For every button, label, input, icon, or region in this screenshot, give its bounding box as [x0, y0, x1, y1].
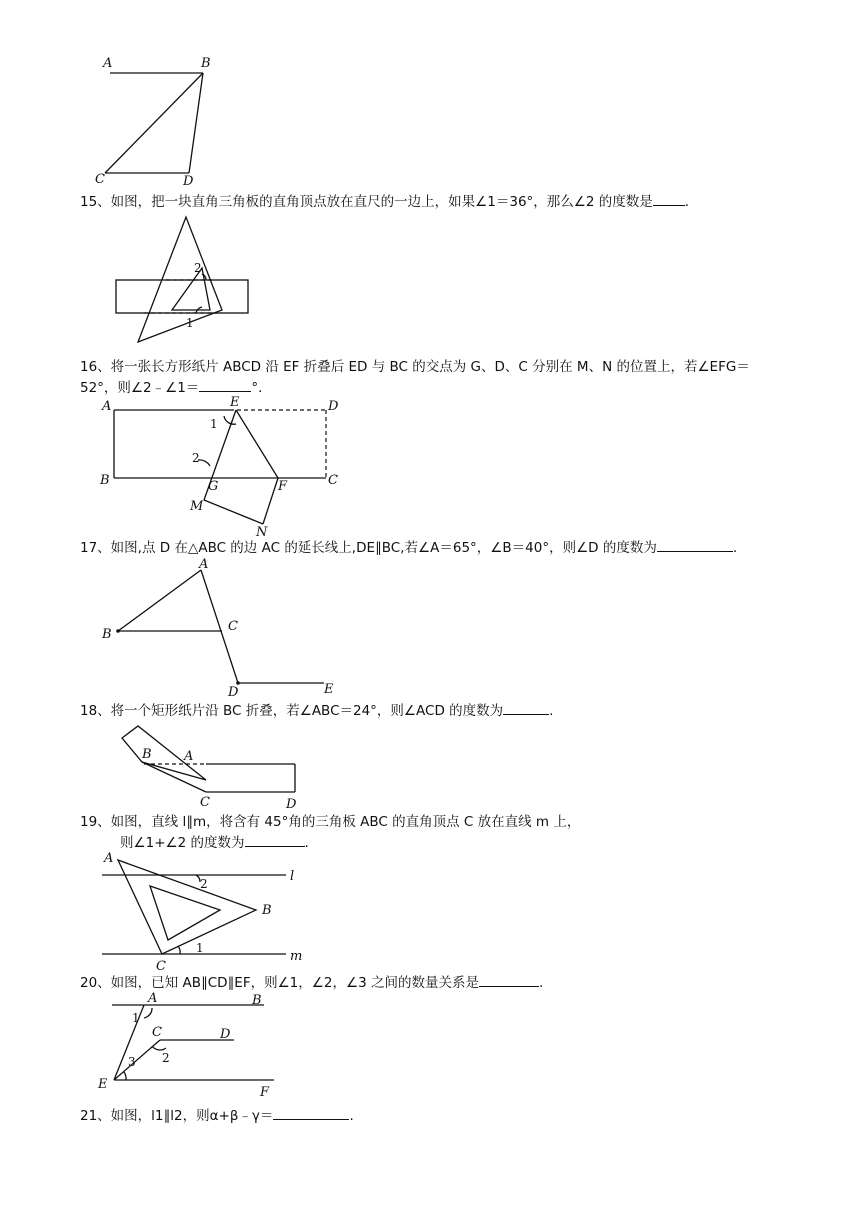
figure-18 [110, 718, 310, 810]
figure-20 [94, 990, 294, 1100]
figure-14 [95, 55, 235, 190]
figure-19 [96, 850, 316, 975]
label-A: A [103, 56, 113, 71]
label-E: E [230, 395, 240, 410]
angle-2-label: 2 [162, 1051, 170, 1065]
question-18: 18、将一个矩形纸片沿 BC 折叠，若∠ABC＝24°，则∠ACD 的度数为 . [80, 700, 553, 721]
figure-16 [98, 396, 358, 541]
label-l: l [290, 869, 295, 884]
angle-1-label: 1 [210, 417, 218, 431]
angle-2-label: 2 [192, 451, 200, 465]
label-C: C [152, 1025, 162, 1040]
label-D: D [220, 1027, 231, 1042]
label-B: B [201, 56, 211, 71]
question-21: 21、如图，l1∥l2，则α+β﹣γ＝ . [80, 1105, 354, 1126]
q19-line2: 则∠1+∠2 的度数为 [120, 835, 245, 851]
label-A: A [199, 557, 209, 572]
label-B: B [262, 903, 272, 918]
label-G: G [208, 479, 219, 494]
label-C: C [228, 619, 238, 634]
q16-line2a: 52°，则∠2﹣∠1＝ [80, 380, 200, 396]
label-N: N [256, 525, 268, 540]
label-D: D [183, 174, 194, 189]
q21-blank [273, 1105, 349, 1120]
label-A: A [184, 749, 194, 764]
label-C: C [95, 172, 105, 187]
label-C: C [200, 795, 210, 810]
label-D: D [328, 399, 339, 414]
q20-text: 20、如图，已知 AB∥CD∥EF，则∠1，∠2，∠3 之间的数量关系是 [80, 975, 479, 991]
angle-2-label: 2 [194, 261, 202, 275]
q18-blank [503, 700, 549, 715]
label-B: B [142, 747, 152, 762]
figure-17 [98, 558, 348, 698]
label-B: B [100, 473, 110, 488]
angle-1-label: 1 [196, 941, 204, 955]
label-B: B [102, 627, 112, 642]
angle-1-label: 1 [132, 1011, 140, 1025]
question-20: 20、如图，已知 AB∥CD∥EF，则∠1，∠2，∠3 之间的数量关系是 . [80, 972, 543, 993]
question-19-line1 [80, 812, 580, 832]
question-17: 17、如图,点 D 在△ABC 的边 AC 的延长线上,DE∥BC,若∠A＝65°，∠B＝40°，则∠D 的度数为 . [80, 537, 737, 558]
label-C: C [156, 959, 166, 974]
q16-blank [199, 377, 251, 392]
label-A: A [102, 399, 112, 414]
label-D: D [228, 685, 239, 700]
figure-15 [110, 212, 260, 347]
label-B: B [252, 993, 262, 1008]
question-15: 15、如图，把一块直角三角板的直角顶点放在直尺的一边上，如果∠1＝36°，那么∠2 的度数是 . [80, 191, 689, 212]
label-M: M [190, 499, 204, 514]
q19-blank [245, 832, 305, 847]
label-E: E [98, 1077, 108, 1092]
q15-blank [653, 191, 685, 206]
q21-text: 21、如图，l1∥l2，则α+β﹣γ＝ [80, 1108, 274, 1124]
label-D: D [286, 797, 297, 812]
question-16-line1 [80, 357, 750, 377]
q20-blank [479, 972, 539, 987]
label-F: F [260, 1085, 270, 1100]
label-A: A [104, 851, 114, 866]
label-m: m [290, 949, 303, 964]
q18-text: 18、将一个矩形纸片沿 BC 折叠，若∠ABC＝24°，则∠ACD 的度数为 [80, 703, 504, 719]
q16-line1: 16、将一张长方形纸片 ABCD 沿 EF 折叠后 ED 与 BC 的交点为 G、D、C 分别在 M、N 的位置上，若∠EFG＝ [80, 359, 750, 375]
question-16-line2: 52°，则∠2﹣∠1＝ °． [80, 377, 272, 398]
q17-blank [657, 537, 733, 552]
angle-1-label: 1 [186, 316, 194, 330]
angle-3-label: 3 [128, 1055, 136, 1069]
question-19-line2: 则∠1+∠2 的度数为 . [120, 832, 309, 853]
label-F: F [278, 479, 288, 494]
q17-text: 17、如图,点 D 在△ABC 的边 AC 的延长线上,DE∥BC,若∠A＝65°，∠B＝40°，则∠D 的度数为 [80, 540, 657, 556]
label-C: C [328, 473, 338, 488]
angle-2-label: 2 [200, 877, 208, 891]
label-A: A [148, 991, 158, 1006]
label-E: E [324, 682, 334, 697]
q19-line1: 19、如图，直线 l∥m，将含有 45°角的三角板 ABC 的直角顶点 C 放在直线 m 上， [80, 814, 581, 830]
q15-text: 15、如图，把一块直角三角板的直角顶点放在直尺的一边上，如果∠1＝36°，那么∠2 的度数是 [80, 194, 653, 210]
